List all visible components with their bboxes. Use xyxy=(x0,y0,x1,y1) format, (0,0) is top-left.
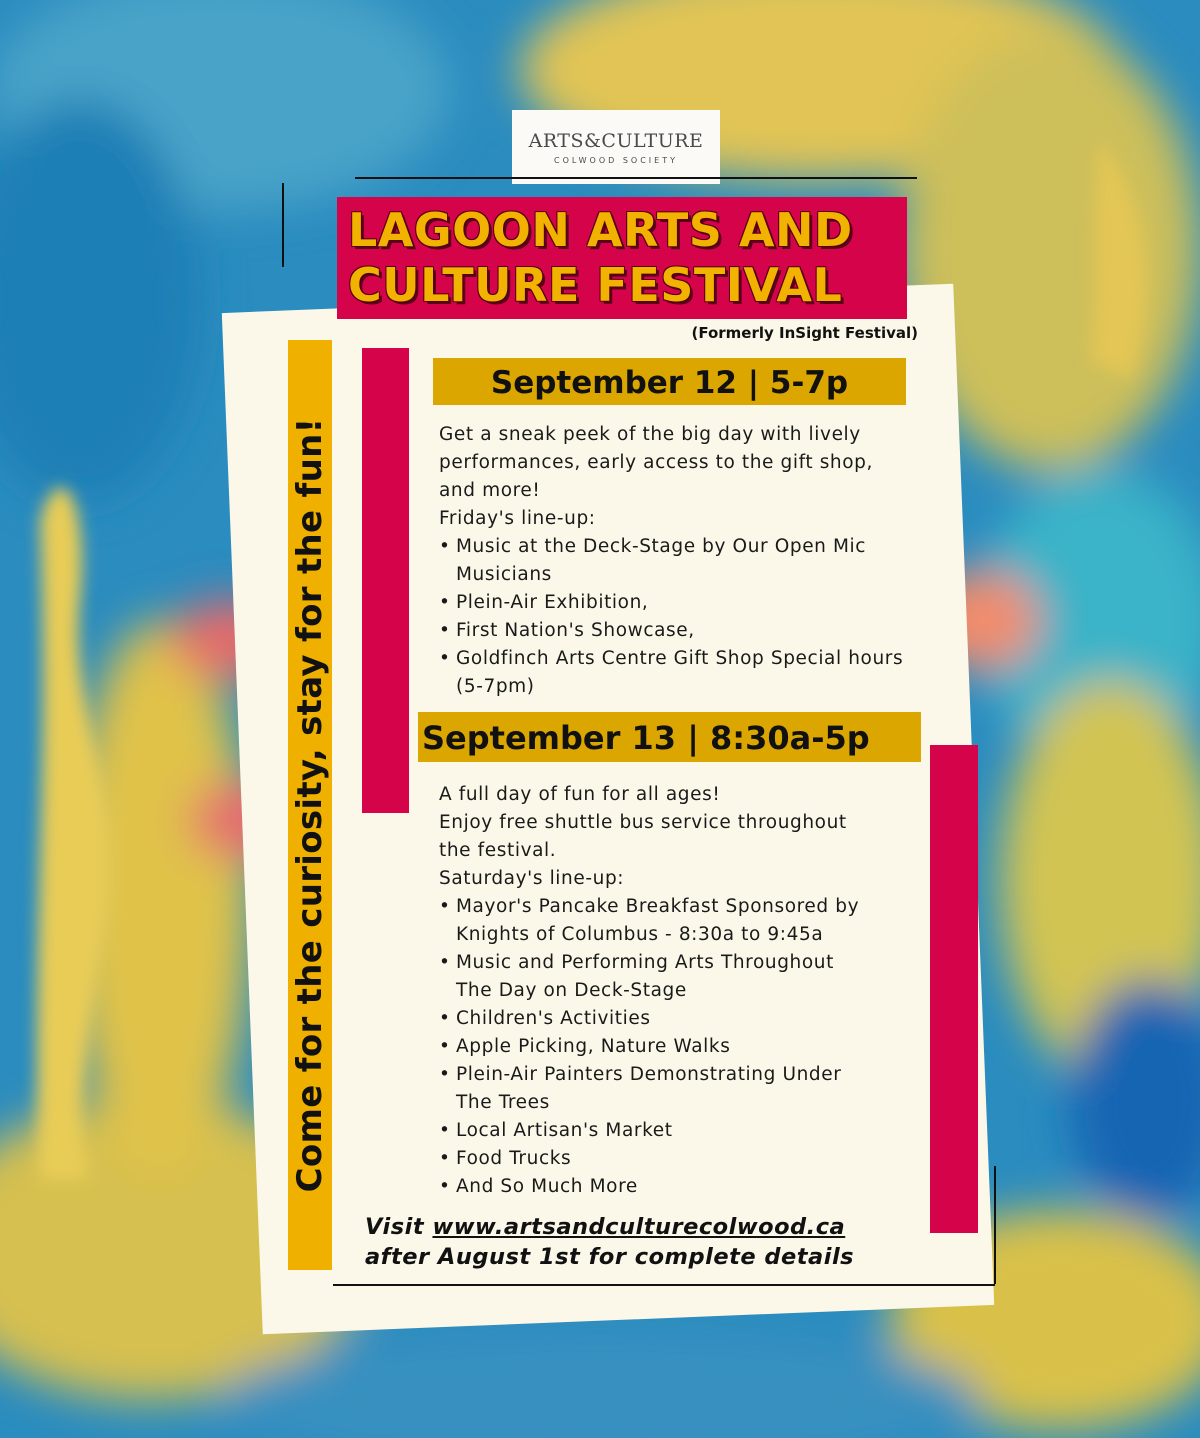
arts-culture-logo xyxy=(512,110,720,184)
bullet-icon: • xyxy=(439,1008,451,1029)
bottom-rule xyxy=(333,1284,995,1286)
top-rule xyxy=(355,177,917,179)
title-line-1: LAGOON ARTS AND xyxy=(348,203,853,257)
day1-lineup-heading: Friday's line-up: xyxy=(439,508,596,529)
day2-intro-line: A full day of fun for all ages! xyxy=(439,784,721,805)
list-item: • Plein-Air Painters Demonstrating Under The Trees xyxy=(439,1061,919,1117)
bullet-icon: • xyxy=(439,648,451,669)
list-item: • Plein-Air Exhibition, xyxy=(439,589,939,617)
logo-subtitle: COLWOOD SOCIETY xyxy=(554,156,678,165)
tagline-text: Come for the curiosity, stay for the fun! xyxy=(290,417,330,1193)
list-item: • Food Trucks xyxy=(439,1145,919,1173)
list-item: • Music and Performing Arts Throughout The Day on Deck-Stage xyxy=(439,949,919,1005)
day1-lineup-list xyxy=(439,533,939,701)
bullet-icon: • xyxy=(439,1036,451,1057)
list-item: • Local Artisan's Market xyxy=(439,1117,919,1145)
website-link[interactable]: www.artsandculturecolwood.ca xyxy=(432,1214,846,1240)
list-item: • Goldfinch Arts Centre Gift Shop Special hours (5-7pm) xyxy=(439,645,939,701)
day1-date-heading: September 12 | 5-7p xyxy=(433,358,906,405)
bullet-icon: • xyxy=(439,952,451,973)
right-vertical-rule xyxy=(994,1166,996,1284)
bullet-icon: • xyxy=(439,592,451,613)
bullet-icon: • xyxy=(439,620,451,641)
day1-intro-line: Get a sneak peek of the big day with lively xyxy=(439,424,861,445)
bullet-icon: • xyxy=(439,1120,451,1141)
bullet-icon: • xyxy=(439,896,451,917)
list-item: • Apple Picking, Nature Walks xyxy=(439,1033,919,1061)
bullet-icon: • xyxy=(439,1176,451,1197)
visit-details-line: after August 1st for complete details xyxy=(365,1244,855,1270)
day2-intro-line: the festival. xyxy=(439,840,557,861)
left-vertical-rule xyxy=(282,183,284,267)
formerly-subtitle: (Formerly InSight Festival) xyxy=(691,324,918,342)
list-item: • Children's Activities xyxy=(439,1005,919,1033)
day2-intro-line: Enjoy free shuttle bus service throughout xyxy=(439,812,847,833)
bullet-icon: • xyxy=(439,1148,451,1169)
list-item: • Music at the Deck-Stage by Our Open Mic Musicians xyxy=(439,533,939,589)
bullet-icon: • xyxy=(439,536,451,557)
red-accent-bar-right xyxy=(930,745,978,1233)
day2-lineup-heading: Saturday's line-up: xyxy=(439,868,625,889)
day1-intro-line: performances, early access to the gift shop, xyxy=(439,452,873,473)
day1-intro-line: and more! xyxy=(439,480,541,501)
day2-date-heading: September 13 | 8:30a-5p xyxy=(418,712,921,762)
list-item: • Mayor's Pancake Breakfast Sponsored by Knights of Columbus - 8:30a to 9:45a xyxy=(439,893,919,949)
visit-prefix: Visit xyxy=(365,1214,433,1240)
logo-wordmark: ARTS&CULTURE xyxy=(528,130,704,152)
day1-details xyxy=(439,421,939,701)
visit-callout xyxy=(365,1212,925,1272)
red-accent-bar-left xyxy=(362,348,409,813)
title-line-2: CULTURE FESTIVAL xyxy=(348,258,843,312)
bullet-icon: • xyxy=(439,1064,451,1085)
day2-details xyxy=(439,781,919,1201)
list-item: • First Nation's Showcase, xyxy=(439,617,939,645)
list-item: • And So Much More xyxy=(439,1173,919,1201)
day2-lineup-list xyxy=(439,893,919,1201)
festival-title xyxy=(348,203,908,313)
